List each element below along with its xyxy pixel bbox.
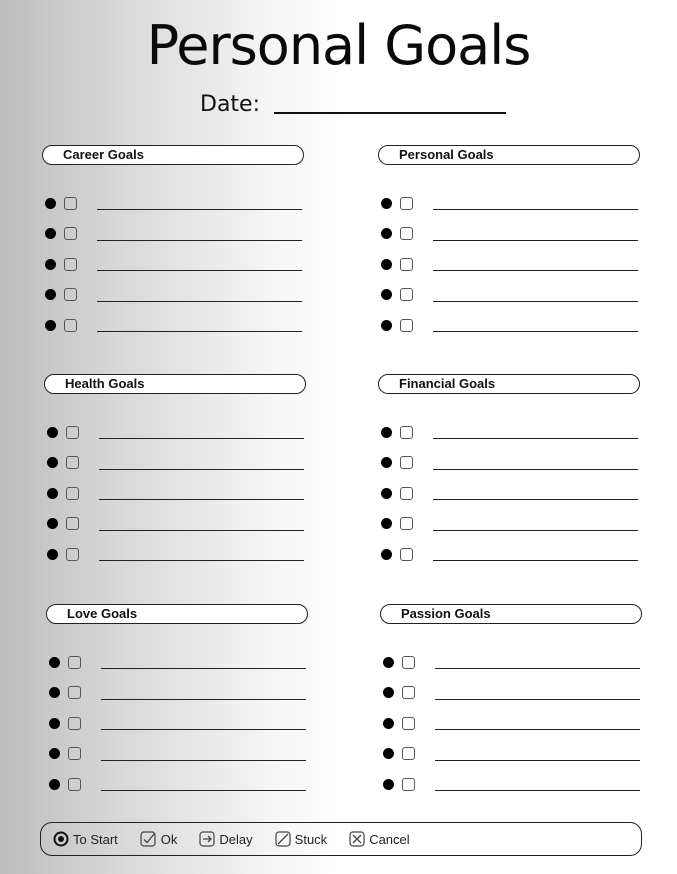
bullet-icon bbox=[47, 488, 58, 499]
goal-row bbox=[378, 509, 640, 540]
goal-checkbox[interactable] bbox=[402, 717, 415, 730]
goal-row bbox=[378, 539, 640, 570]
legend-label: To Start bbox=[73, 831, 118, 847]
goal-line[interactable] bbox=[99, 530, 304, 531]
goal-checkbox[interactable] bbox=[400, 548, 413, 561]
section-header-personal: Personal Goals bbox=[378, 145, 640, 165]
goal-row bbox=[380, 708, 642, 739]
goal-row bbox=[380, 678, 642, 709]
goal-line[interactable] bbox=[433, 499, 638, 500]
bullet-icon bbox=[45, 259, 56, 270]
goal-row bbox=[378, 448, 640, 479]
legend-stuck bbox=[275, 831, 328, 847]
goal-checkbox[interactable] bbox=[64, 227, 77, 240]
goal-row bbox=[46, 739, 308, 770]
section-career-goals bbox=[42, 145, 304, 341]
goal-checkbox[interactable] bbox=[64, 319, 77, 332]
section-header-love: Love Goals bbox=[46, 604, 308, 624]
goal-line[interactable] bbox=[433, 331, 638, 332]
goal-checkbox[interactable] bbox=[68, 778, 81, 791]
section-love-goals bbox=[46, 604, 308, 800]
page-title: Personal Goals bbox=[146, 14, 531, 77]
goal-checkbox[interactable] bbox=[400, 517, 413, 530]
goal-line[interactable] bbox=[433, 438, 638, 439]
slash-box-icon bbox=[275, 831, 291, 847]
goal-line[interactable] bbox=[433, 301, 638, 302]
section-health-goals bbox=[44, 374, 306, 570]
goal-checkbox[interactable] bbox=[400, 487, 413, 500]
bullet-icon bbox=[383, 657, 394, 668]
date-row bbox=[200, 92, 506, 117]
bullet-icon bbox=[381, 427, 392, 438]
legend-delay bbox=[199, 831, 252, 847]
section-header-passion: Passion Goals bbox=[380, 604, 642, 624]
goal-checkbox[interactable] bbox=[64, 197, 77, 210]
goal-line[interactable] bbox=[99, 438, 304, 439]
bullet-icon bbox=[47, 518, 58, 529]
goal-line[interactable] bbox=[435, 668, 640, 669]
bullet-icon bbox=[381, 320, 392, 331]
x-box-icon bbox=[349, 831, 365, 847]
goal-row bbox=[378, 310, 640, 341]
section-header-career: Career Goals bbox=[42, 145, 304, 165]
goal-checkbox[interactable] bbox=[68, 686, 81, 699]
bullet-icon bbox=[381, 198, 392, 209]
legend-ok bbox=[140, 831, 178, 847]
goal-checkbox[interactable] bbox=[64, 288, 77, 301]
bullet-icon bbox=[383, 748, 394, 759]
goal-row bbox=[42, 249, 304, 280]
bullet-icon bbox=[383, 779, 394, 790]
bullet-icon bbox=[45, 228, 56, 239]
bullet-icon bbox=[47, 549, 58, 560]
goal-row bbox=[378, 249, 640, 280]
goal-line[interactable] bbox=[433, 240, 638, 241]
goal-line[interactable] bbox=[433, 209, 638, 210]
goal-checkbox[interactable] bbox=[402, 747, 415, 760]
goal-line[interactable] bbox=[97, 240, 302, 241]
goal-checkbox[interactable] bbox=[400, 288, 413, 301]
check-box-icon bbox=[140, 831, 157, 847]
goal-checkbox[interactable] bbox=[68, 656, 81, 669]
goal-row bbox=[46, 647, 308, 678]
legend-cancel bbox=[349, 831, 409, 847]
bullet-icon bbox=[49, 687, 60, 698]
goal-checkbox[interactable] bbox=[400, 227, 413, 240]
goal-checkbox[interactable] bbox=[66, 517, 79, 530]
bullet-icon bbox=[49, 657, 60, 668]
bullet-icon bbox=[381, 228, 392, 239]
section-financial-goals bbox=[378, 374, 640, 570]
goal-checkbox[interactable] bbox=[402, 778, 415, 791]
goal-line[interactable] bbox=[433, 560, 638, 561]
bullet-icon bbox=[45, 320, 56, 331]
goal-row bbox=[44, 448, 306, 479]
bullet-icon bbox=[383, 687, 394, 698]
goal-line[interactable] bbox=[433, 270, 638, 271]
goal-line[interactable] bbox=[97, 270, 302, 271]
goal-row bbox=[44, 478, 306, 509]
bullet-icon bbox=[47, 427, 58, 438]
goal-row bbox=[46, 678, 308, 709]
section-passion-goals bbox=[380, 604, 642, 800]
goal-checkbox[interactable] bbox=[66, 548, 79, 561]
goal-line[interactable] bbox=[101, 760, 306, 761]
legend-label: Delay bbox=[219, 831, 253, 847]
goal-checkbox[interactable] bbox=[68, 747, 81, 760]
bullet-icon bbox=[381, 518, 392, 529]
bullet-icon bbox=[47, 457, 58, 468]
goal-checkbox[interactable] bbox=[66, 456, 79, 469]
goal-line[interactable] bbox=[99, 560, 304, 561]
goal-row bbox=[44, 539, 306, 570]
goal-line[interactable] bbox=[97, 331, 302, 332]
goal-row bbox=[42, 219, 304, 250]
goal-line[interactable] bbox=[433, 469, 638, 470]
goal-line[interactable] bbox=[101, 699, 306, 700]
legend-label: Stuck bbox=[294, 831, 328, 847]
goal-row bbox=[380, 739, 642, 770]
goal-row bbox=[378, 219, 640, 250]
goal-row bbox=[46, 769, 308, 800]
goal-line[interactable] bbox=[101, 729, 306, 730]
bullet-icon bbox=[49, 779, 60, 790]
goal-row bbox=[42, 188, 304, 219]
goal-row bbox=[42, 280, 304, 311]
goal-row bbox=[44, 509, 306, 540]
goal-line[interactable] bbox=[99, 499, 304, 500]
goal-line[interactable] bbox=[435, 760, 640, 761]
goal-line[interactable] bbox=[99, 469, 304, 470]
bullet-icon bbox=[381, 549, 392, 560]
goal-line[interactable] bbox=[101, 790, 306, 791]
goal-row bbox=[44, 417, 306, 448]
goal-row bbox=[46, 708, 308, 739]
bullet-icon bbox=[381, 289, 392, 300]
bullet-icon bbox=[45, 198, 56, 209]
section-header-health: Health Goals bbox=[44, 374, 306, 394]
goal-row bbox=[378, 188, 640, 219]
goal-checkbox[interactable] bbox=[64, 258, 77, 271]
bullet-icon bbox=[381, 457, 392, 468]
goal-line[interactable] bbox=[435, 699, 640, 700]
goal-checkbox[interactable] bbox=[400, 258, 413, 271]
goal-row bbox=[380, 769, 642, 800]
section-personal-goals bbox=[378, 145, 640, 341]
goal-checkbox[interactable] bbox=[66, 426, 79, 439]
legend-to-start bbox=[53, 831, 118, 847]
goal-line[interactable] bbox=[435, 790, 640, 791]
bullet-icon bbox=[45, 289, 56, 300]
goal-checkbox[interactable] bbox=[68, 717, 81, 730]
bullet-icon bbox=[49, 718, 60, 729]
goal-row bbox=[380, 647, 642, 678]
arrow-box-icon bbox=[199, 831, 215, 847]
goal-checkbox[interactable] bbox=[402, 656, 415, 669]
goal-checkbox[interactable] bbox=[400, 426, 413, 439]
section-header-financial: Financial Goals bbox=[378, 374, 640, 394]
goal-line[interactable] bbox=[97, 209, 302, 210]
goal-row bbox=[378, 280, 640, 311]
goal-line[interactable] bbox=[435, 729, 640, 730]
goal-row bbox=[42, 310, 304, 341]
date-input-line[interactable] bbox=[274, 112, 506, 114]
goal-row bbox=[378, 478, 640, 509]
bullet-icon bbox=[383, 718, 394, 729]
goal-checkbox[interactable] bbox=[400, 197, 413, 210]
legend-label: Cancel bbox=[369, 831, 410, 847]
legend-label: Ok bbox=[160, 831, 178, 847]
goal-line[interactable] bbox=[433, 530, 638, 531]
goal-row bbox=[378, 417, 640, 448]
bullet-icon bbox=[381, 259, 392, 270]
goal-checkbox[interactable] bbox=[400, 456, 413, 469]
circle-dot-icon bbox=[53, 831, 69, 847]
date-label: Date: bbox=[200, 92, 260, 117]
bullet-icon bbox=[381, 488, 392, 499]
status-legend bbox=[40, 822, 642, 856]
bullet-icon bbox=[49, 748, 60, 759]
goal-line[interactable] bbox=[97, 301, 302, 302]
goal-checkbox[interactable] bbox=[400, 319, 413, 332]
goal-checkbox[interactable] bbox=[402, 686, 415, 699]
goal-checkbox[interactable] bbox=[66, 487, 79, 500]
goal-line[interactable] bbox=[101, 668, 306, 669]
